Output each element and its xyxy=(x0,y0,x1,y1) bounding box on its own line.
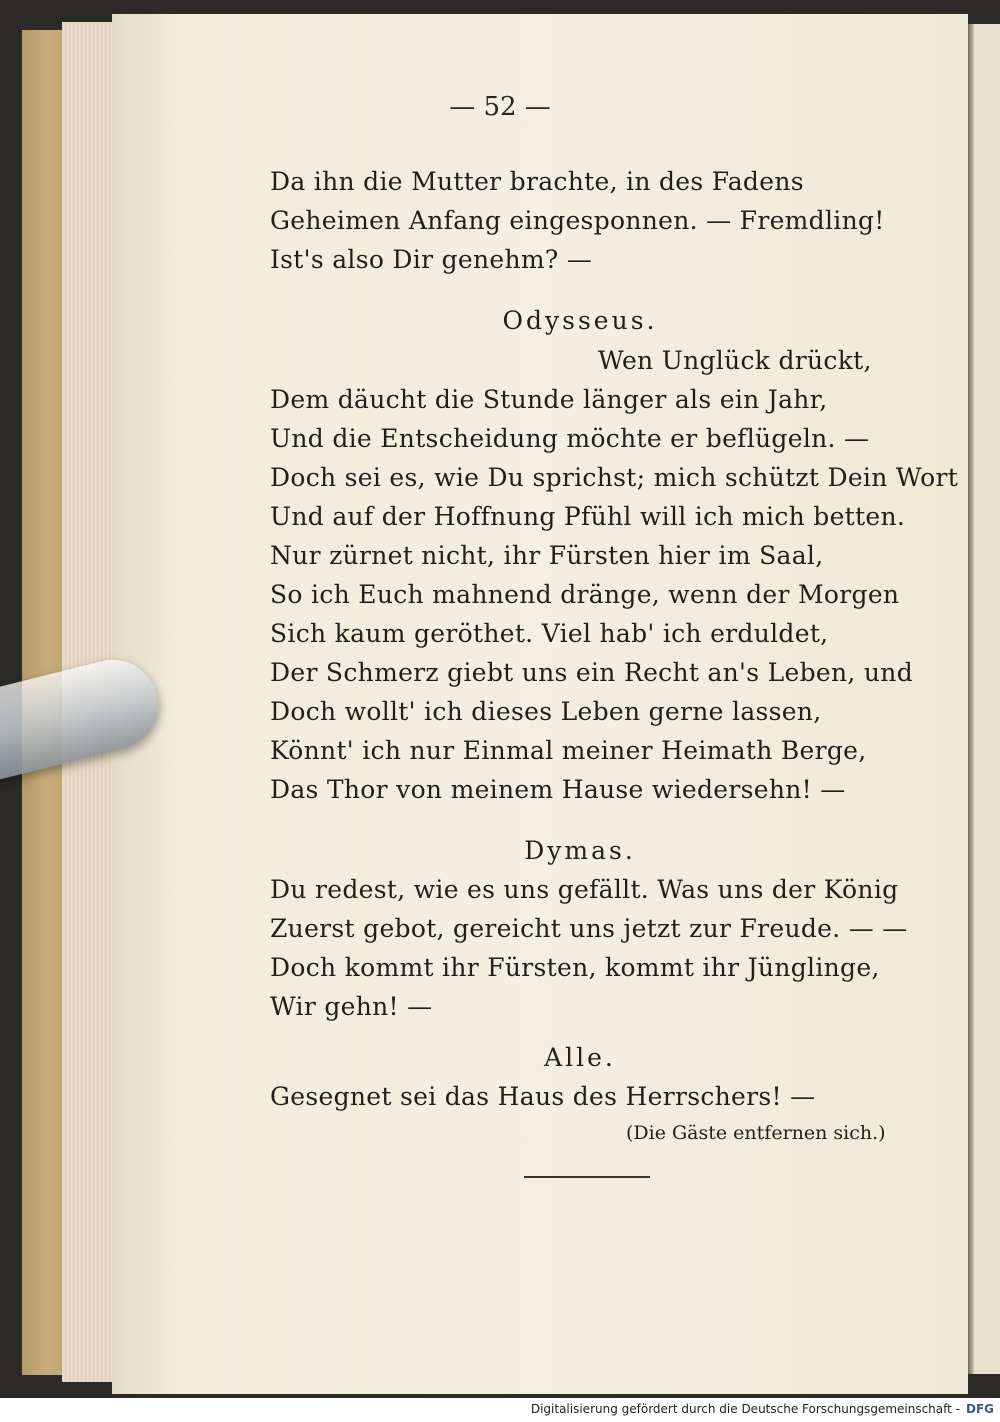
text-line: Doch sei es, wie Du sprichst; mich schützt Dein Wort xyxy=(270,463,959,492)
text-line: Ist's also Dir genehm? — xyxy=(270,245,593,274)
text-line: Doch wollt' ich dieses Leben gerne lassen, xyxy=(270,697,822,726)
facing-page-edge xyxy=(968,24,1000,1374)
speaker-name: Odysseus. xyxy=(502,306,658,335)
text-line: Gesegnet sei das Haus des Herrschers! — xyxy=(270,1082,816,1111)
text-line: Das Thor von meinem Hause wiedersehn! — xyxy=(270,775,846,804)
text-line: Du redest, wie es uns gefällt. Was uns der König xyxy=(270,875,899,904)
text-line: Doch kommt ihr Fürsten, kommt ihr Jünglinge, xyxy=(270,953,880,982)
text-line: Und die Entscheidung möchte er beflügeln. — xyxy=(270,424,870,453)
text-line: Könnt' ich nur Einmal meiner Heimath Berge, xyxy=(270,736,867,765)
text-line: So ich Euch mahnend dränge, wenn der Morgen xyxy=(270,580,900,609)
text-line: Der Schmerz giebt uns ein Recht an's Leben, und xyxy=(270,658,914,687)
speaker-name: Alle. xyxy=(544,1043,616,1072)
stage-direction: (Die Gäste entfernen sich.) xyxy=(626,1122,886,1144)
text-line: Wen Unglück drückt, xyxy=(598,346,872,375)
text-line: Dem däucht die Stunde länger als ein Jahr, xyxy=(270,385,828,414)
speaker-name: Dymas. xyxy=(524,836,636,865)
text-line: Da ihn die Mutter brachte, in des Fadens xyxy=(270,167,804,196)
text-line: Und auf der Hoffnung Pfühl will ich mich betten. xyxy=(270,502,906,531)
dfg-logo-icon: DFG xyxy=(965,1402,994,1416)
footer-bar xyxy=(0,1398,1000,1422)
page-number: — 52 — xyxy=(449,92,551,122)
text-line: Nur zürnet nicht, ihr Fürsten hier im Saal, xyxy=(270,541,824,570)
text-line: Wir gehn! — xyxy=(270,992,433,1021)
text-line: Sich kaum geröthet. Viel hab' ich erduldet, xyxy=(270,619,829,648)
book-gutter xyxy=(968,24,974,1374)
text-line: Geheimen Anfang eingesponnen. — Fremdling! xyxy=(270,206,885,235)
footer-text: Digitalisierung gefördert durch die Deutsche Forschungsgemeinschaft - xyxy=(530,1402,960,1416)
end-rule xyxy=(524,1176,650,1178)
text-line: Zuerst gebot, gereicht uns jetzt zur Freude. — — xyxy=(270,914,908,943)
